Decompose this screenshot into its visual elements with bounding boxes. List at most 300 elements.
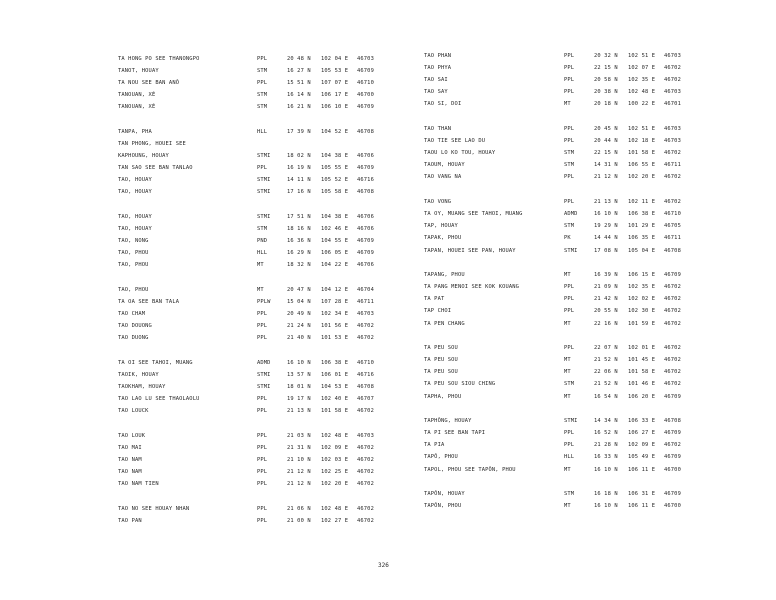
latitude: 19 29 N (594, 223, 618, 229)
feature-class: STMI (564, 248, 578, 254)
longitude: 106 33 E (628, 418, 656, 424)
feature-class: PPL (257, 433, 268, 439)
feature-class: PK (564, 235, 571, 241)
sheet-code: 46709 (357, 165, 374, 171)
sheet-code: 46703 (664, 53, 681, 59)
latitude: 16 10 N (594, 211, 618, 217)
sheet-code: 46709 (664, 272, 681, 278)
latitude: 21 31 N (287, 445, 311, 451)
longitude: 106 20 E (628, 394, 656, 400)
place-name: TA NOU SEE BAN ANÔ (118, 80, 180, 86)
feature-class: STM (257, 104, 268, 110)
longitude: 106 10 E (321, 104, 349, 110)
longitude: 106 55 E (628, 162, 656, 168)
longitude: 104 38 E (321, 153, 349, 159)
place-name: TAPHÔNG, HOUAY (424, 418, 472, 424)
longitude: 106 27 E (628, 430, 656, 436)
latitude: 17 16 N (287, 189, 311, 195)
feature-class: HLL (564, 454, 575, 460)
latitude: 21 52 N (594, 381, 618, 387)
longitude: 101 58 E (321, 408, 349, 414)
longitude: 105 53 E (321, 68, 349, 74)
latitude: 16 54 N (594, 394, 618, 400)
longitude: 104 12 E (321, 287, 349, 293)
longitude: 102 48 E (628, 89, 656, 95)
latitude: 22 15 N (594, 65, 618, 71)
feature-class: STM (564, 491, 575, 497)
feature-class: STM (564, 162, 575, 168)
place-name: TAPAN, HOUEI SEE PAN, HOUAY (424, 248, 516, 254)
sheet-code: 46708 (357, 384, 374, 390)
place-name: TAP CHOI (424, 308, 452, 314)
place-name: TAPAK, PHOU (424, 235, 462, 241)
sheet-code: 46709 (664, 491, 681, 497)
feature-class: MT (564, 321, 571, 327)
latitude: 16 10 N (594, 467, 618, 473)
sheet-code: 46702 (664, 77, 681, 83)
longitude: 102 48 E (321, 433, 349, 439)
longitude: 104 52 E (321, 129, 349, 135)
latitude: 14 44 N (594, 235, 618, 241)
sheet-code: 46708 (357, 129, 374, 135)
place-name: TAO VONG (424, 199, 452, 205)
feature-class: PPL (564, 53, 575, 59)
latitude: 21 13 N (287, 408, 311, 414)
sheet-code: 46707 (357, 396, 374, 402)
latitude: 18 32 N (287, 262, 311, 268)
latitude: 22 07 N (594, 345, 618, 351)
latitude: 20 45 N (594, 126, 618, 132)
place-name: TA HONG PO SEE THANONGPO (118, 56, 200, 62)
feature-class: MT (564, 467, 571, 473)
latitude: 21 42 N (594, 296, 618, 302)
place-name: TAO DOUONG (118, 323, 152, 329)
feature-class: PPL (257, 408, 268, 414)
sheet-code: 46702 (357, 506, 374, 512)
sheet-code: 46709 (357, 104, 374, 110)
place-name: TA PI SEE BAN TAPI (424, 430, 486, 436)
latitude: 20 32 N (594, 53, 618, 59)
longitude: 106 38 E (628, 211, 656, 217)
longitude: 106 15 E (628, 272, 656, 278)
latitude: 21 09 N (594, 284, 618, 290)
longitude: 102 27 E (321, 518, 349, 524)
feature-class: PPL (257, 518, 268, 524)
sheet-code: 46702 (664, 65, 681, 71)
place-name: TAN SAO SEE BAN TANLAO (118, 165, 193, 171)
sheet-code: 46716 (357, 372, 374, 378)
feature-class: MT (564, 394, 571, 400)
longitude: 102 03 E (321, 457, 349, 463)
sheet-code: 46702 (357, 518, 374, 524)
longitude: 105 49 E (628, 454, 656, 460)
sheet-code: 46709 (664, 394, 681, 400)
place-name: TAPOL, PHOU SEE TAPÔN, PHOU (424, 467, 516, 473)
latitude: 21 13 N (594, 199, 618, 205)
latitude: 21 00 N (287, 518, 311, 524)
feature-class: MT (564, 101, 571, 107)
feature-class: PND (257, 238, 268, 244)
latitude: 18 01 N (287, 384, 311, 390)
feature-class: PPL (257, 457, 268, 463)
longitude: 102 04 E (321, 56, 349, 62)
longitude: 102 20 E (628, 174, 656, 180)
longitude: 104 55 E (321, 238, 349, 244)
sheet-code: 46700 (664, 503, 681, 509)
sheet-code: 46708 (664, 418, 681, 424)
longitude: 102 35 E (628, 284, 656, 290)
feature-class: PPL (257, 165, 268, 171)
place-name: TA PEU SOU (424, 369, 458, 375)
sheet-code: 46706 (357, 214, 374, 220)
sheet-code: 46702 (664, 284, 681, 290)
longitude: 100 22 E (628, 101, 656, 107)
longitude: 101 58 E (628, 369, 656, 375)
longitude: 104 22 E (321, 262, 349, 268)
sheet-code: 46703 (357, 433, 374, 439)
feature-class: PPL (257, 481, 268, 487)
longitude: 106 35 E (628, 235, 656, 241)
sheet-code: 46703 (357, 311, 374, 317)
longitude: 102 20 E (321, 481, 349, 487)
feature-class: PPL (564, 174, 575, 180)
latitude: 18 16 N (287, 226, 311, 232)
feature-class: PPL (257, 335, 268, 341)
place-name: TANOUAN, XÉ (118, 104, 156, 110)
feature-class: PPL (564, 442, 575, 448)
place-name: TAOKHAM, HOUAY (118, 384, 166, 390)
sheet-code: 46711 (357, 299, 374, 305)
longitude: 102 51 E (628, 126, 656, 132)
place-name: TAO CHAM (118, 311, 146, 317)
sheet-code: 46702 (664, 381, 681, 387)
longitude: 106 01 E (321, 372, 349, 378)
feature-class: PPL (564, 296, 575, 302)
sheet-code: 46702 (664, 357, 681, 363)
longitude: 102 02 E (628, 296, 656, 302)
sheet-code: 46702 (357, 335, 374, 341)
sheet-code: 46703 (664, 126, 681, 132)
latitude: 20 47 N (287, 287, 311, 293)
longitude: 106 31 E (628, 491, 656, 497)
sheet-code: 46711 (664, 235, 681, 241)
feature-class: PPL (564, 199, 575, 205)
sheet-code: 46710 (664, 211, 681, 217)
longitude: 101 58 E (628, 150, 656, 156)
longitude: 101 53 E (321, 335, 349, 341)
page-number: 326 (378, 562, 389, 569)
longitude: 102 25 E (321, 469, 349, 475)
sheet-code: 46702 (664, 308, 681, 314)
feature-class: MT (564, 272, 571, 278)
sheet-code: 46702 (664, 345, 681, 351)
sheet-code: 46703 (664, 138, 681, 144)
latitude: 16 18 N (594, 491, 618, 497)
sheet-code: 46711 (664, 162, 681, 168)
latitude: 22 16 N (594, 321, 618, 327)
longitude: 102 34 E (321, 311, 349, 317)
sheet-code: 46702 (664, 369, 681, 375)
sheet-code: 46702 (664, 199, 681, 205)
longitude: 102 30 E (628, 308, 656, 314)
place-name: TAOU LO KO TOU, HOUAY (424, 150, 496, 156)
place-name: TA OA SEE BAN TALA (118, 299, 180, 305)
sheet-code: 46709 (664, 430, 681, 436)
place-name: TAO SAY (424, 89, 448, 95)
longitude: 102 51 E (628, 53, 656, 59)
latitude: 15 04 N (287, 299, 311, 305)
place-name: TAO PHAN (424, 53, 452, 59)
place-name: TA PEU SOU SIOU CHING (424, 381, 496, 387)
feature-class: PPL (564, 126, 575, 132)
longitude: 105 04 E (628, 248, 656, 254)
place-name: TAO PAN (118, 518, 142, 524)
latitude: 20 48 N (287, 56, 311, 62)
feature-class: PPL (257, 396, 268, 402)
latitude: 16 10 N (287, 360, 311, 366)
feature-class: STMI (564, 418, 578, 424)
feature-class: PPL (564, 345, 575, 351)
latitude: 20 55 N (594, 308, 618, 314)
feature-class: STMI (257, 384, 271, 390)
feature-class: MT (257, 262, 264, 268)
feature-class: PPL (564, 89, 575, 95)
latitude: 21 06 N (287, 506, 311, 512)
latitude: 16 19 N (287, 165, 311, 171)
longitude: 106 05 E (321, 250, 349, 256)
feature-class: STMI (257, 372, 271, 378)
longitude: 102 09 E (321, 445, 349, 451)
feature-class: PPL (257, 469, 268, 475)
feature-class: PPL (564, 284, 575, 290)
sheet-code: 46703 (664, 89, 681, 95)
feature-class: PPL (257, 506, 268, 512)
latitude: 21 03 N (287, 433, 311, 439)
longitude: 102 46 E (321, 226, 349, 232)
sheet-code: 46710 (357, 80, 374, 86)
feature-class: ADMD (257, 360, 271, 366)
sheet-code: 46704 (357, 287, 374, 293)
left-gazetteer-column (0, 0, 388, 560)
feature-class: PPL (257, 323, 268, 329)
place-name: TAO NAM (118, 469, 142, 475)
sheet-code: 46710 (357, 360, 374, 366)
latitude: 16 33 N (594, 454, 618, 460)
feature-class: STM (257, 68, 268, 74)
place-name: TA OI SEE TAHOI, MUANG (118, 360, 193, 366)
sheet-code: 46709 (357, 238, 374, 244)
latitude: 21 10 N (287, 457, 311, 463)
sheet-code: 46702 (357, 445, 374, 451)
feature-class: STM (257, 92, 268, 98)
sheet-code: 46702 (664, 296, 681, 302)
place-name: TAO SAI (424, 77, 448, 83)
right-gazetteer-column (388, 0, 776, 560)
place-name: TAO PHYA (424, 65, 452, 71)
longitude: 101 56 E (321, 323, 349, 329)
feature-class: STMI (257, 189, 271, 195)
place-name: TA PAT (424, 296, 445, 302)
latitude: 16 29 N (287, 250, 311, 256)
feature-class: PPL (257, 80, 268, 86)
longitude: 102 09 E (628, 442, 656, 448)
latitude: 21 12 N (287, 481, 311, 487)
place-name: TA PIA (424, 442, 445, 448)
place-name: TA PEU SOU (424, 345, 458, 351)
feature-class: PPL (564, 430, 575, 436)
feature-class: PPL (257, 56, 268, 62)
latitude: 16 36 N (287, 238, 311, 244)
place-name: TAO, HOUAY (118, 214, 152, 220)
place-name: TAO LAO LU SEE THAOLAOLU (118, 396, 200, 402)
place-name: TAO, PHOU (118, 250, 149, 256)
place-name: TANOT, HOUAY (118, 68, 159, 74)
latitude: 16 52 N (594, 430, 618, 436)
longitude: 101 45 E (628, 357, 656, 363)
feature-class: MT (564, 503, 571, 509)
longitude: 107 07 E (321, 80, 349, 86)
latitude: 21 24 N (287, 323, 311, 329)
longitude: 104 53 E (321, 384, 349, 390)
latitude: 16 27 N (287, 68, 311, 74)
feature-class: STM (564, 381, 575, 387)
place-name: TAPÔ, PHOU (424, 454, 458, 460)
place-name: TAPANG, PHOU (424, 272, 465, 278)
place-name: TA OY, MUANG SEE TAHOI, MUANG (424, 211, 523, 217)
latitude: 21 12 N (594, 174, 618, 180)
place-name: TA PEU SOU (424, 357, 458, 363)
latitude: 20 58 N (594, 77, 618, 83)
place-name: TAPÔN, HOUAY (424, 491, 465, 497)
place-name: TAOUM, HOUAY (424, 162, 465, 168)
feature-class: PPLW (257, 299, 271, 305)
latitude: 16 21 N (287, 104, 311, 110)
sheet-code: 46702 (357, 469, 374, 475)
latitude: 17 08 N (594, 248, 618, 254)
longitude: 102 40 E (321, 396, 349, 402)
feature-class: MT (564, 369, 571, 375)
latitude: 21 52 N (594, 357, 618, 363)
latitude: 14 31 N (594, 162, 618, 168)
place-name: TAO, HOUAY (118, 226, 152, 232)
longitude: 106 11 E (628, 467, 656, 473)
longitude: 106 11 E (628, 503, 656, 509)
longitude: 102 11 E (628, 199, 656, 205)
place-name: TAO THAN (424, 126, 452, 132)
feature-class: PPL (257, 311, 268, 317)
place-name: TAO NAM (118, 457, 142, 463)
sheet-code: 46702 (357, 457, 374, 463)
latitude: 22 15 N (594, 150, 618, 156)
place-name: TAO NO SEE HOUAY NHAN (118, 506, 190, 512)
sheet-code: 46700 (357, 92, 374, 98)
latitude: 21 12 N (287, 469, 311, 475)
place-name: KAPHOUNG, HOUAY (118, 153, 169, 159)
sheet-code: 46716 (357, 177, 374, 183)
sheet-code: 46700 (664, 467, 681, 473)
sheet-code: 46701 (664, 101, 681, 107)
longitude: 105 55 E (321, 165, 349, 171)
latitude: 16 39 N (594, 272, 618, 278)
longitude: 102 18 E (628, 138, 656, 144)
longitude: 106 17 E (321, 92, 349, 98)
place-name: TAO, HOUAY (118, 189, 152, 195)
feature-class: STMI (257, 214, 271, 220)
sheet-code: 46706 (357, 226, 374, 232)
sheet-code: 46709 (664, 454, 681, 460)
feature-class: PPL (564, 308, 575, 314)
latitude: 19 17 N (287, 396, 311, 402)
latitude: 20 18 N (594, 101, 618, 107)
place-name: TAO MAI (118, 445, 142, 451)
latitude: 22 06 N (594, 369, 618, 375)
sheet-code: 46702 (357, 408, 374, 414)
feature-class: STM (564, 150, 575, 156)
latitude: 17 39 N (287, 129, 311, 135)
latitude: 17 51 N (287, 214, 311, 220)
longitude: 101 29 E (628, 223, 656, 229)
sheet-code: 46705 (664, 223, 681, 229)
longitude: 107 28 E (321, 299, 349, 305)
place-name: TAO DUONG (118, 335, 149, 341)
place-name: TAO TIE SEE LAO DU (424, 138, 486, 144)
sheet-code: 46703 (357, 56, 374, 62)
latitude: 21 40 N (287, 335, 311, 341)
place-name: TA PANG MENOI SEE KOK KOUANG (424, 284, 520, 290)
place-name: TAPHA, PHOU (424, 394, 462, 400)
sheet-code: 46709 (357, 250, 374, 256)
longitude: 102 35 E (628, 77, 656, 83)
place-name: TA PEN CHANG (424, 321, 465, 327)
place-name: TAO LOUK (118, 433, 146, 439)
sheet-code: 46702 (664, 442, 681, 448)
place-name: TAO, NONG (118, 238, 149, 244)
sheet-code: 46706 (357, 153, 374, 159)
feature-class: STMI (257, 153, 271, 159)
longitude: 106 38 E (321, 360, 349, 366)
latitude: 15 51 N (287, 80, 311, 86)
place-name: TAO, HOUAY (118, 177, 152, 183)
place-name: TAP, HOUAY (424, 223, 458, 229)
feature-class: PPL (564, 65, 575, 71)
latitude: 20 49 N (287, 311, 311, 317)
sheet-code: 46702 (664, 174, 681, 180)
place-name: TAO, PHOU (118, 287, 149, 293)
feature-class: HLL (257, 129, 268, 135)
latitude: 16 14 N (287, 92, 311, 98)
latitude: 21 28 N (594, 442, 618, 448)
latitude: 14 34 N (594, 418, 618, 424)
longitude: 104 38 E (321, 214, 349, 220)
place-name: TAO NAM TIEN (118, 481, 159, 487)
longitude: 101 59 E (628, 321, 656, 327)
feature-class: ADMD (564, 211, 578, 217)
place-name: TAO VANG NA (424, 174, 462, 180)
sheet-code: 46708 (664, 248, 681, 254)
longitude: 102 01 E (628, 345, 656, 351)
place-name: TAN PHONG, HOUEI SEE (118, 141, 186, 147)
feature-class: HLL (257, 250, 268, 256)
sheet-code: 46706 (357, 262, 374, 268)
feature-class: STM (564, 223, 575, 229)
sheet-code: 46709 (357, 68, 374, 74)
longitude: 105 52 E (321, 177, 349, 183)
latitude: 20 38 N (594, 89, 618, 95)
place-name: TAOIK, HOUAY (118, 372, 159, 378)
feature-class: STMI (257, 177, 271, 183)
longitude: 101 46 E (628, 381, 656, 387)
feature-class: MT (257, 287, 264, 293)
